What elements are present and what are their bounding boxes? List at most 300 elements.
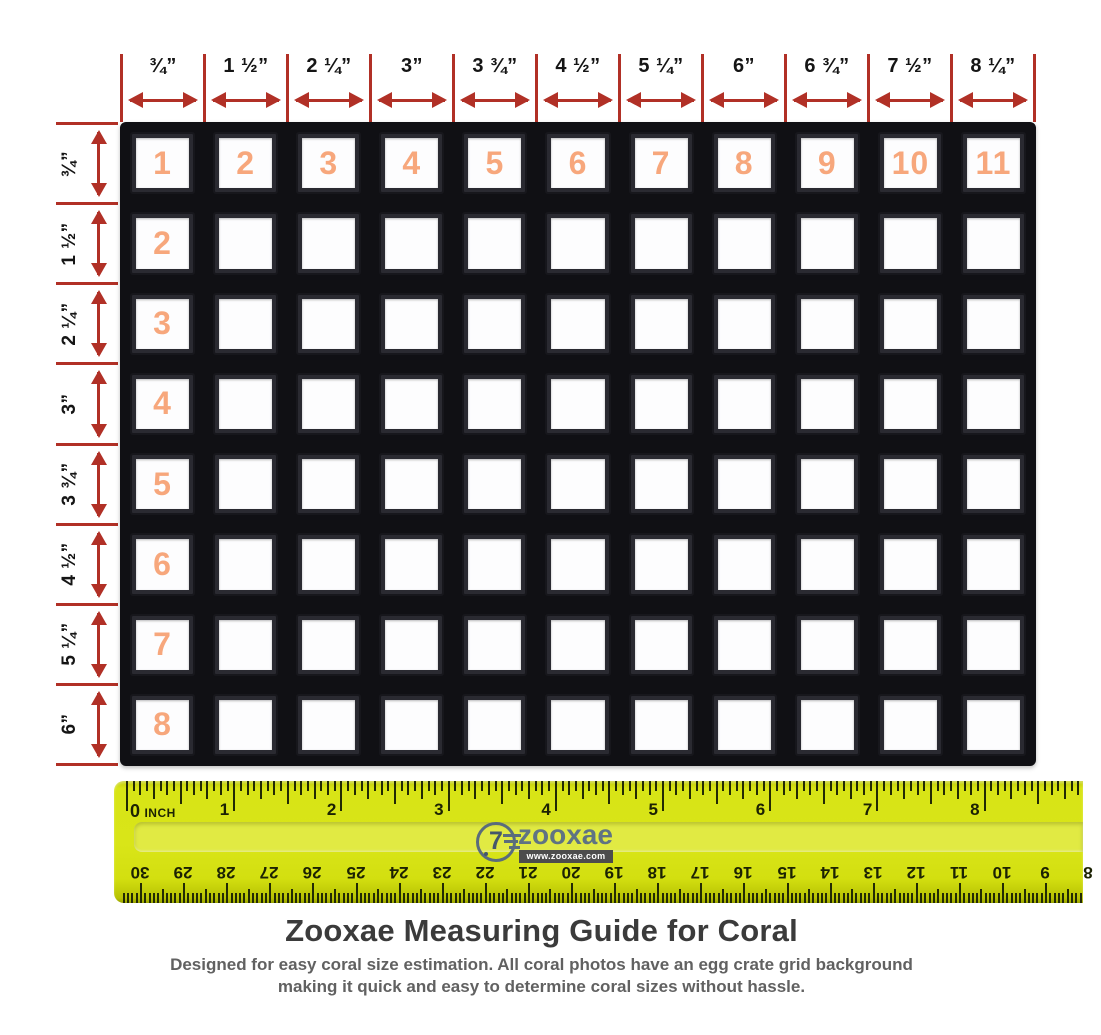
ruler-inch-tick bbox=[595, 781, 597, 795]
grid-cell bbox=[215, 455, 276, 513]
ruler-inch-tick bbox=[541, 781, 543, 795]
ruler-inch-tick bbox=[1044, 781, 1046, 791]
ruler-inch-tick bbox=[629, 781, 631, 791]
grid-cell bbox=[963, 616, 1024, 674]
ruler-cm-number: 24 bbox=[389, 863, 409, 882]
top-measure-label: 3 ¾” bbox=[472, 55, 518, 77]
ruler-cm-tick bbox=[795, 893, 797, 903]
ruler-inch-tick bbox=[1057, 781, 1059, 791]
left-measure-segment bbox=[56, 443, 118, 523]
ruler-inch-tick bbox=[769, 781, 771, 811]
ruler-cm-tick bbox=[235, 893, 237, 903]
left-right-arrow-icon bbox=[213, 99, 279, 102]
up-down-arrow-icon bbox=[97, 613, 100, 676]
grid-cell bbox=[132, 616, 193, 674]
ruler-inch-tick bbox=[649, 781, 651, 795]
ruler-inch-tick bbox=[253, 781, 255, 791]
ruler-cm-tick bbox=[730, 893, 732, 903]
ruler-cm-tick bbox=[157, 893, 159, 903]
ruler-cm-tick bbox=[640, 893, 642, 903]
top-measure-segment bbox=[950, 54, 1033, 122]
up-down-arrow-icon bbox=[97, 453, 100, 516]
top-measure-segment bbox=[784, 54, 867, 122]
ruler-cm-tick bbox=[390, 893, 392, 903]
ruler-inch-tick bbox=[749, 781, 751, 791]
grid-cell bbox=[714, 214, 775, 272]
ruler-cm-tick bbox=[515, 893, 517, 903]
ruler-inch-tick bbox=[575, 781, 577, 791]
ruler-cm-tick bbox=[929, 893, 931, 903]
ruler-inch-tick bbox=[273, 781, 275, 795]
ruler-inch-tick bbox=[166, 781, 168, 795]
ruler-inch-number: 3 bbox=[434, 800, 444, 819]
ruler-cm-tick bbox=[226, 883, 228, 903]
ruler-cm-tick bbox=[196, 893, 198, 903]
ruler-cm-number: 29 bbox=[173, 863, 193, 882]
ruler-cm-tick bbox=[605, 893, 607, 903]
ruler-cm-tick bbox=[373, 893, 375, 903]
left-right-arrow-icon bbox=[462, 99, 528, 102]
ruler-cm-tick bbox=[739, 893, 741, 903]
ruler-inch-tick bbox=[354, 781, 356, 795]
zooxae-logo-mark: 7 bbox=[489, 827, 503, 855]
ruler-cm-tick bbox=[1011, 893, 1013, 903]
ruler-cm-tick bbox=[429, 893, 431, 903]
grid-cell bbox=[797, 616, 858, 674]
ruler-cm-tick bbox=[674, 893, 676, 903]
grid-cell-number: 4 bbox=[402, 144, 422, 181]
ruler-cm-tick bbox=[304, 893, 306, 903]
ruler-inch-tick bbox=[729, 781, 731, 795]
ruler-cm-tick bbox=[334, 889, 336, 903]
ruler-inch-tick bbox=[830, 781, 832, 791]
ruler-cm-tick bbox=[338, 893, 340, 903]
ruler-cm-tick bbox=[937, 889, 939, 903]
ruler-inch-number: 4 bbox=[541, 800, 551, 819]
ruler-cm-tick bbox=[899, 893, 901, 903]
ruler-cm-tick bbox=[231, 893, 233, 903]
top-measure-label: 6 ¾” bbox=[804, 55, 850, 77]
ruler-cm-tick bbox=[144, 893, 146, 903]
ruler-cm-tick bbox=[713, 893, 715, 903]
ruler-inch-number: 6 bbox=[755, 800, 766, 819]
left-right-arrow-icon bbox=[711, 99, 777, 102]
grid-cell bbox=[381, 375, 442, 433]
ruler-cm-tick bbox=[666, 893, 668, 903]
ruler-inch-number: 8 bbox=[970, 800, 980, 819]
grid-cell bbox=[464, 535, 525, 593]
ruler-inch-tick bbox=[133, 781, 135, 791]
grid-cell bbox=[464, 214, 525, 272]
ruler-inch-tick bbox=[193, 781, 195, 795]
ruler-cm-tick bbox=[455, 893, 457, 903]
logo-dot-icon bbox=[484, 852, 488, 856]
grid-cell bbox=[797, 455, 858, 513]
top-measure-label: 2 ¼” bbox=[306, 55, 352, 77]
ruler-inch-tick bbox=[206, 781, 208, 799]
ruler-inch-tick bbox=[662, 781, 664, 811]
ruler-cm-tick bbox=[743, 883, 745, 903]
grid-cell-number: 5 bbox=[485, 144, 505, 181]
left-measure-label: 2 ¼” bbox=[59, 302, 80, 346]
ruler bbox=[114, 781, 1093, 903]
ruler-inch-tick bbox=[153, 781, 155, 799]
ruler-cm-tick bbox=[485, 883, 487, 903]
ruler-inch-tick bbox=[789, 781, 791, 791]
top-measure-label: ¾” bbox=[149, 55, 177, 77]
grid-cell bbox=[797, 134, 858, 192]
ruler-inch-tick bbox=[555, 781, 557, 811]
ruler-inch-tick bbox=[240, 781, 242, 791]
ruler-cm-number: 30 bbox=[130, 863, 150, 882]
ruler-inch-tick bbox=[863, 781, 865, 795]
ruler-cm-tick bbox=[825, 893, 827, 903]
top-measure-label: 1 ½” bbox=[223, 55, 269, 77]
ruler-cm-tick bbox=[709, 893, 711, 903]
ruler-inch-tick bbox=[897, 781, 899, 791]
ruler-inch-tick bbox=[287, 781, 289, 804]
grid-cell bbox=[215, 295, 276, 353]
ruler-inch-tick bbox=[689, 781, 691, 799]
grid-cell bbox=[298, 616, 359, 674]
ruler-cm-tick bbox=[424, 893, 426, 903]
ruler-cm-tick bbox=[554, 893, 556, 903]
ruler-cm-number: 11 bbox=[949, 863, 968, 882]
ruler-cm-tick bbox=[1067, 889, 1069, 903]
ruler-cm-tick bbox=[916, 883, 918, 903]
ruler-cm-tick bbox=[209, 893, 211, 903]
ruler-cm-tick bbox=[653, 893, 655, 903]
ruler-inch-tick bbox=[756, 781, 758, 795]
ruler-cm-number: 22 bbox=[475, 863, 495, 882]
ruler-inch-tick bbox=[937, 781, 939, 791]
ruler-inch-tick bbox=[990, 781, 992, 791]
ruler-inch-tick bbox=[508, 781, 510, 791]
ruler-cm-tick bbox=[920, 893, 922, 903]
ruler-cm-tick bbox=[1019, 893, 1021, 903]
top-measure-band bbox=[120, 54, 1036, 122]
ruler-cm-tick bbox=[558, 893, 560, 903]
ruler-inch-tick bbox=[334, 781, 336, 791]
grid-cell bbox=[631, 696, 692, 754]
ruler-cm-tick bbox=[502, 893, 504, 903]
ruler-cm-tick bbox=[278, 893, 280, 903]
ruler-inch-tick bbox=[200, 781, 202, 791]
ruler-inch-tick bbox=[642, 781, 644, 791]
left-measure-segment bbox=[56, 122, 118, 202]
ruler-cm-tick bbox=[649, 893, 651, 903]
ruler-inch-tick bbox=[186, 781, 188, 791]
ruler-inch-tick bbox=[682, 781, 684, 791]
grid-cell-number: 6 bbox=[568, 144, 588, 181]
ruler-inch-tick bbox=[314, 781, 316, 799]
ruler-cm-tick bbox=[506, 889, 508, 903]
ruler-inch-tick bbox=[964, 781, 966, 791]
ruler-cm-tick bbox=[131, 893, 133, 903]
ruler-cm-tick bbox=[489, 893, 491, 903]
ruler-cm-tick bbox=[851, 889, 853, 903]
top-measure-segment bbox=[369, 54, 452, 122]
ruler-cm-tick bbox=[623, 893, 625, 903]
ruler-cm-tick bbox=[412, 893, 414, 903]
ruler-inch-tick bbox=[401, 781, 403, 791]
zooxae-brand-text: zooxae bbox=[518, 819, 613, 850]
ruler-inch-tick bbox=[742, 781, 744, 799]
ruler-cm-tick bbox=[545, 893, 547, 903]
ruler-cm-tick bbox=[791, 893, 793, 903]
ruler-inch-tick bbox=[622, 781, 624, 795]
top-measure-label: 8 ¼” bbox=[970, 55, 1016, 77]
ruler-cm-tick bbox=[153, 893, 155, 903]
ruler-cm-tick bbox=[248, 889, 250, 903]
top-measure-label: 7 ½” bbox=[887, 55, 933, 77]
ruler-cm-tick bbox=[692, 893, 694, 903]
grid-cell bbox=[215, 535, 276, 593]
left-right-arrow-icon bbox=[628, 99, 694, 102]
grid-cell-number: 7 bbox=[651, 144, 671, 181]
left-measure-band bbox=[56, 122, 118, 766]
ruler-cm-tick bbox=[149, 893, 151, 903]
ruler-inch-tick bbox=[441, 781, 443, 791]
ruler-cm-number: 21 bbox=[518, 863, 538, 882]
ruler-cm-tick bbox=[187, 893, 189, 903]
ruler-cm-tick bbox=[580, 893, 582, 903]
ruler-cm-tick bbox=[472, 893, 474, 903]
ruler-inch-tick bbox=[1004, 781, 1006, 791]
up-down-arrow-icon bbox=[97, 693, 100, 756]
grid-cell bbox=[631, 455, 692, 513]
ruler-inch-tick bbox=[267, 781, 269, 791]
ruler-inch-tick bbox=[548, 781, 550, 791]
ruler-cm-tick bbox=[864, 893, 866, 903]
grid-cell bbox=[464, 455, 525, 513]
grid-cell-number: 2 bbox=[236, 144, 256, 181]
grid-cell bbox=[880, 295, 941, 353]
grid-cell bbox=[381, 696, 442, 754]
grid-cell bbox=[631, 295, 692, 353]
left-measure-segment bbox=[56, 683, 118, 763]
ruler-cm-tick bbox=[524, 893, 526, 903]
ruler-cm-tick bbox=[1024, 889, 1026, 903]
top-measure-label: 6” bbox=[732, 55, 756, 77]
ruler-cm-tick bbox=[299, 893, 301, 903]
ruler-inch-tick bbox=[260, 781, 262, 799]
ruler-inch-tick bbox=[495, 781, 497, 791]
ruler-cm-tick bbox=[756, 893, 758, 903]
ruler-inch-tick bbox=[950, 781, 952, 791]
ruler-cm-tick bbox=[239, 893, 241, 903]
ruler-cm-tick bbox=[1036, 893, 1038, 903]
ruler-cm-tick bbox=[804, 893, 806, 903]
ruler-cm-tick bbox=[308, 893, 310, 903]
ruler-inch-tick bbox=[1071, 781, 1073, 791]
ruler-inch-tick bbox=[327, 781, 329, 795]
ruler-cm-tick bbox=[381, 893, 383, 903]
top-measure-segment bbox=[867, 54, 950, 122]
grid-cell-number: 4 bbox=[153, 385, 172, 422]
ruler-cm-number: 9 bbox=[1040, 863, 1050, 882]
ruler-cm-tick bbox=[1041, 893, 1043, 903]
left-measure-label: 1 ½” bbox=[59, 222, 80, 266]
ruler-zero-number: 0 bbox=[130, 801, 141, 821]
zooxae-logo-icon bbox=[476, 822, 516, 862]
ruler-cm-tick bbox=[519, 893, 521, 903]
ruler-cm-tick bbox=[1071, 893, 1073, 903]
ruler-cm-tick bbox=[416, 893, 418, 903]
ruler-inch-tick bbox=[836, 781, 838, 795]
ruler-cm-tick bbox=[782, 893, 784, 903]
grid-cell-number: 1 bbox=[153, 144, 172, 181]
ruler-cm-tick bbox=[855, 893, 857, 903]
grid-cell bbox=[963, 696, 1024, 754]
ruler-cm-tick bbox=[562, 893, 564, 903]
ruler-inch-tick bbox=[917, 781, 919, 795]
ruler-inch-tick bbox=[903, 781, 905, 799]
ruler-cm-tick bbox=[597, 893, 599, 903]
left-measure-segment bbox=[56, 523, 118, 603]
grid-cell bbox=[298, 455, 359, 513]
grid-cell bbox=[880, 375, 941, 433]
ruler-inch-tick bbox=[126, 781, 128, 811]
ruler-inch-tick bbox=[521, 781, 523, 791]
grid-cell bbox=[215, 696, 276, 754]
ruler-cm-tick bbox=[218, 893, 220, 903]
ruler-inch-tick bbox=[977, 781, 979, 791]
ruler-cm-tick bbox=[1080, 893, 1082, 903]
ruler-cm-tick bbox=[433, 893, 435, 903]
ruler-cm-tick bbox=[968, 893, 970, 903]
ruler-cm-tick bbox=[748, 893, 750, 903]
grid-cell-number: 11 bbox=[975, 144, 1012, 181]
ruler-cm-tick bbox=[972, 893, 974, 903]
grid-cell bbox=[631, 214, 692, 272]
left-measure-label: 4 ½” bbox=[59, 542, 80, 586]
ruler-cm-tick bbox=[657, 883, 659, 903]
ruler-cm-tick bbox=[575, 893, 577, 903]
ruler-cm-tick bbox=[295, 893, 297, 903]
ruler-cm-tick bbox=[679, 889, 681, 903]
top-measure-segment bbox=[203, 54, 286, 122]
ruler-cm-tick bbox=[459, 893, 461, 903]
ruler-inch-tick bbox=[870, 781, 872, 791]
ruler-inch-tick bbox=[809, 781, 811, 795]
ruler-inch-tick bbox=[722, 781, 724, 791]
ruler-cm-tick bbox=[868, 893, 870, 903]
ruler-cm-tick bbox=[631, 893, 633, 903]
ruler-cm-tick bbox=[700, 883, 702, 903]
grid-cell bbox=[714, 455, 775, 513]
top-measure-segment bbox=[286, 54, 369, 122]
left-measure-segment bbox=[56, 362, 118, 442]
ruler-inch-tick bbox=[709, 781, 711, 791]
grid-cell bbox=[963, 375, 1024, 433]
grid-cell bbox=[298, 214, 359, 272]
ruler-cm-number: 18 bbox=[647, 863, 667, 882]
ruler-inch-tick bbox=[850, 781, 852, 799]
ruler-cm-tick bbox=[528, 883, 530, 903]
ruler-cm-tick bbox=[1002, 883, 1004, 903]
ruler-inch-tick bbox=[1037, 781, 1039, 804]
grid-cell bbox=[714, 295, 775, 353]
ruler-cm-tick bbox=[924, 893, 926, 903]
ruler-inch-tick bbox=[300, 781, 302, 795]
up-down-arrow-icon bbox=[97, 372, 100, 435]
grid-cell bbox=[880, 134, 941, 192]
ruler-cm-tick bbox=[256, 893, 258, 903]
ruler-cm-tick bbox=[274, 893, 276, 903]
grid-cell bbox=[797, 295, 858, 353]
ruler-cm-tick bbox=[498, 893, 500, 903]
grid-cell bbox=[464, 696, 525, 754]
ruler-cm-tick bbox=[368, 893, 370, 903]
grid-cell bbox=[132, 375, 193, 433]
top-measure-segment bbox=[535, 54, 618, 122]
grid-cell bbox=[547, 295, 608, 353]
ruler-cm-tick bbox=[170, 893, 172, 903]
ruler-cm-tick bbox=[541, 893, 543, 903]
left-measure-label: 3 ¾” bbox=[59, 462, 80, 506]
ruler-inch-tick bbox=[608, 781, 610, 804]
grid-cell bbox=[714, 535, 775, 593]
grid-cell bbox=[132, 455, 193, 513]
top-measure-label: 3” bbox=[400, 55, 424, 77]
grid-cell bbox=[631, 535, 692, 593]
ruler-inch-tick bbox=[890, 781, 892, 795]
ruler-cm-tick bbox=[907, 893, 909, 903]
ruler-cm-tick bbox=[571, 883, 573, 903]
grid-cell bbox=[547, 214, 608, 272]
ruler-cm-tick bbox=[442, 883, 444, 903]
ruler-inch-number: 5 bbox=[648, 800, 658, 819]
grid-cell bbox=[132, 535, 193, 593]
left-right-arrow-icon bbox=[794, 99, 860, 102]
ruler-cm-tick bbox=[511, 893, 513, 903]
ruler-zero-label bbox=[130, 801, 176, 822]
grid-cell bbox=[298, 535, 359, 593]
ruler-inch-tick bbox=[736, 781, 738, 791]
ruler-cm-tick bbox=[946, 893, 948, 903]
ruler-cm-tick bbox=[834, 893, 836, 903]
grid-cell bbox=[963, 455, 1024, 513]
left-measure-label: ¾” bbox=[59, 150, 80, 177]
ruler-cm-tick bbox=[955, 893, 957, 903]
ruler-inch-tick bbox=[602, 781, 604, 791]
grid-cell bbox=[381, 134, 442, 192]
grid-cell-number: 8 bbox=[734, 144, 754, 181]
ruler-inch-tick bbox=[883, 781, 885, 791]
left-right-arrow-icon bbox=[960, 99, 1026, 102]
grid-cell bbox=[963, 214, 1024, 272]
ruler-cm-tick bbox=[980, 889, 982, 903]
ruler-cm-tick bbox=[364, 893, 366, 903]
ruler-cm-tick bbox=[799, 893, 801, 903]
ruler-cm-tick bbox=[252, 893, 254, 903]
grid-cell bbox=[215, 214, 276, 272]
left-right-arrow-icon bbox=[545, 99, 611, 102]
left-right-arrow-icon bbox=[379, 99, 445, 102]
ruler-cm-tick bbox=[480, 893, 482, 903]
top-measure-segment bbox=[120, 54, 203, 122]
up-down-arrow-icon bbox=[97, 292, 100, 355]
ruler-inch-tick bbox=[340, 781, 342, 811]
ruler-inch-tick bbox=[856, 781, 858, 791]
ruler-inch-tick bbox=[970, 781, 972, 795]
ruler-cm-tick bbox=[765, 889, 767, 903]
left-right-arrow-icon bbox=[296, 99, 362, 102]
grid-cell bbox=[797, 535, 858, 593]
ruler-cm-tick bbox=[127, 893, 129, 903]
ruler-inch-tick bbox=[414, 781, 416, 791]
